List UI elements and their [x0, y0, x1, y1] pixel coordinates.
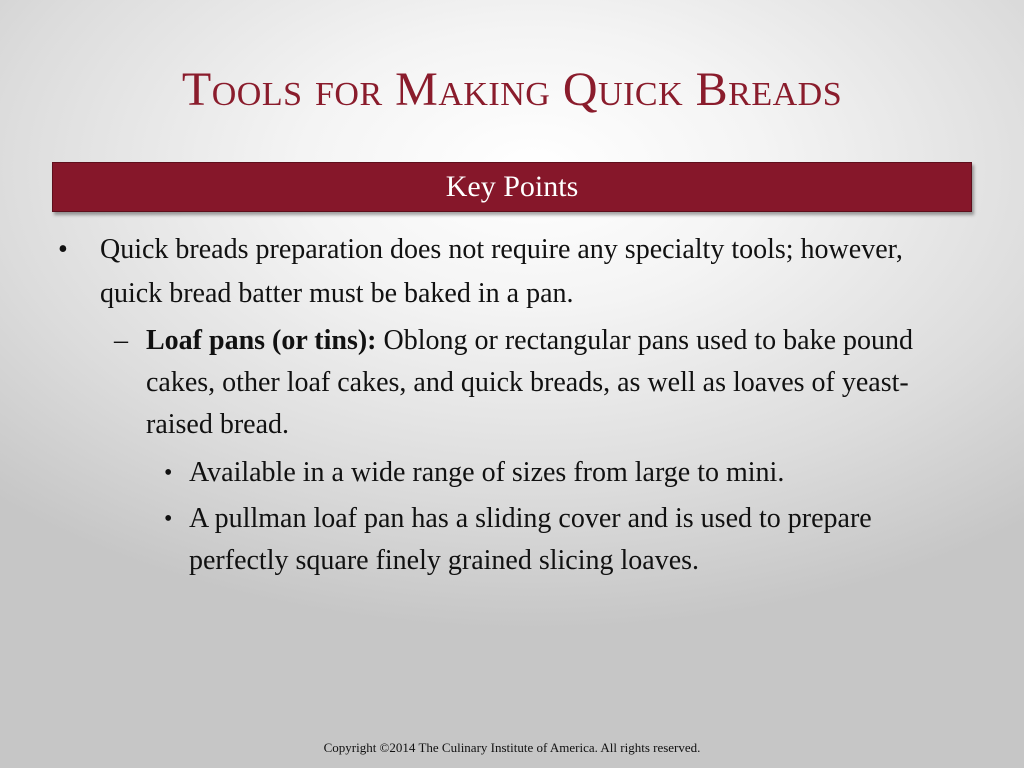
slide-content — [58, 228, 968, 582]
sub-sub-bullet-text: A pullman loaf pan has a sliding cover and is used to prepare perfectly square finely grained slicing loaves. — [189, 503, 872, 576]
bullet-marker: • — [164, 506, 173, 532]
sub-sub-bullet-item — [58, 498, 968, 582]
bullet-marker: • — [164, 460, 173, 486]
sub-bullet-item — [58, 320, 968, 446]
bullet-item — [58, 228, 968, 316]
slide-title: Tools for Making Quick Breads — [181, 63, 843, 116]
dash-marker: – — [114, 325, 128, 356]
sub-bullet-text: Oblong or rectangular pans used to bake pound cakes, other loaf cakes, and quick breads, as well as loaves of yeast-raised bread. — [146, 325, 914, 440]
banner-label: Key Points — [445, 170, 579, 203]
sub-bullet-term: Loaf pans (or tins): — [146, 325, 377, 356]
bullet-marker: • — [58, 234, 68, 265]
sub-sub-bullet-item — [58, 452, 968, 494]
sub-sub-bullet-text: Available in a wide range of sizes from large to mini. — [189, 457, 785, 488]
bullet-text: Quick breads preparation does not require any specialty tools; however, quick bread batter must be baked in a pan. — [100, 234, 903, 309]
key-points-banner — [52, 162, 972, 212]
copyright-footer: Copyright ©2014 The Culinary Institute of America. All rights reserved. — [323, 740, 701, 755]
